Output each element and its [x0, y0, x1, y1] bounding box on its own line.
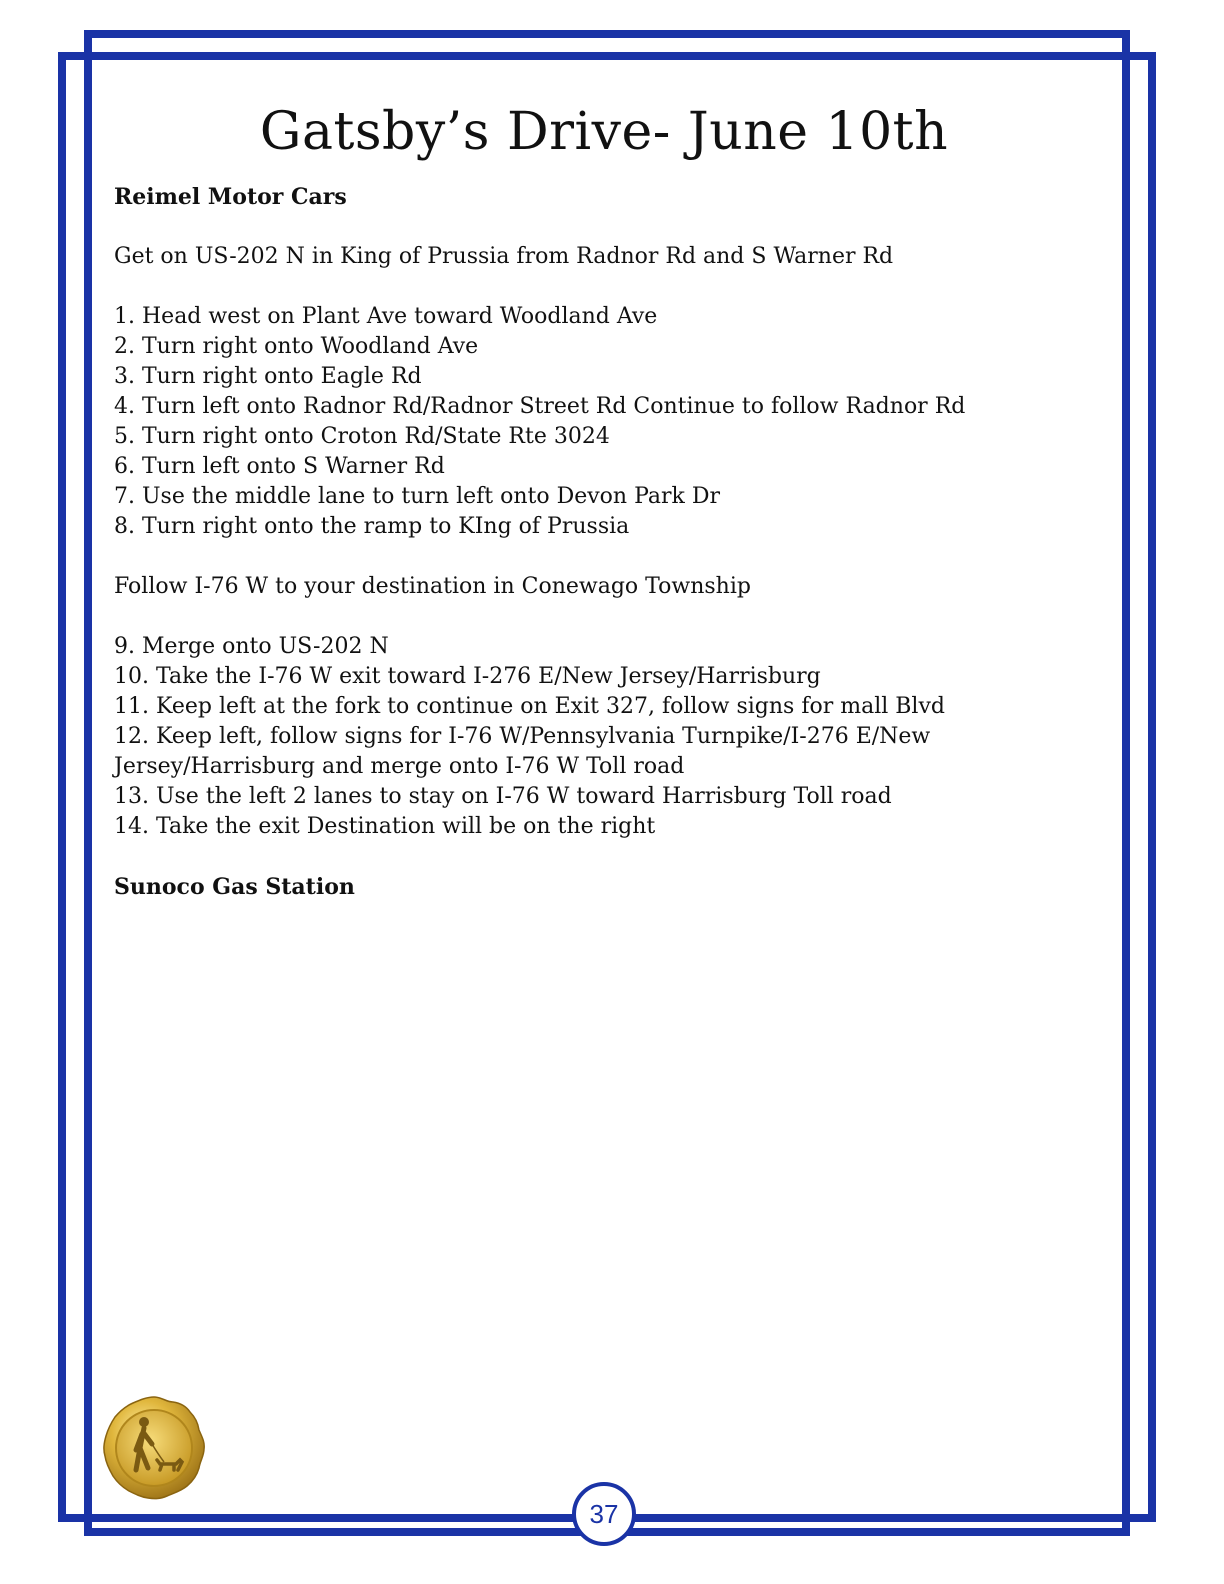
direction-step: 3. Turn right onto Eagle Rd [114, 364, 422, 389]
direction-step: 1. Head west on Plant Ave toward Woodland Ave [114, 304, 658, 329]
gold-wax-seal-icon [100, 1394, 208, 1502]
page-content [114, 92, 1094, 902]
directions-list-2 [114, 632, 1094, 842]
directions-list-1 [114, 302, 1094, 542]
direction-step: 9. Merge onto US-202 N [114, 634, 389, 659]
section-heading-reimel: Reimel Motor Cars [114, 184, 347, 210]
direction-step: 7. Use the middle lane to turn left onto Devon Park Dr [114, 484, 721, 509]
route-intro: Get on US-202 N in King of Prussia from Radnor Rd and S Warner Rd [114, 244, 894, 269]
direction-step: 4. Turn left onto Radnor Rd/Radnor Street Rd Continue to follow Radnor Rd [114, 394, 966, 419]
direction-step: 14. Take the exit Destination will be on the right [114, 814, 656, 839]
direction-step: 10. Take the I-76 W exit toward I-276 E/New Jersey/Harrisburg [114, 664, 821, 689]
page-title: Gatsby’s Drive- June 10th [259, 102, 949, 162]
route-intro-2: Follow I-76 W to your destination in Conewago Township [114, 574, 751, 599]
page-number-badge: 37 [572, 1482, 636, 1546]
direction-step: 12. Keep left, follow signs for I-76 W/Pennsylvania Turnpike/I-276 E/New Jersey/Harrisburg and merge onto I-76 W Toll road [114, 724, 931, 779]
direction-step: 6. Turn left onto S Warner Rd [114, 454, 445, 479]
direction-step: 2. Turn right onto Woodland Ave [114, 334, 479, 359]
direction-step: 11. Keep left at the fork to continue on Exit 327, follow signs for mall Blvd [114, 694, 945, 719]
section-heading-sunoco: Sunoco Gas Station [114, 874, 355, 900]
direction-step: 13. Use the left 2 lanes to stay on I-76 W toward Harrisburg Toll road [114, 784, 892, 809]
direction-step: 5. Turn right onto Croton Rd/State Rte 3024 [114, 424, 610, 449]
direction-step: 8. Turn right onto the ramp to KIng of Prussia [114, 514, 630, 539]
